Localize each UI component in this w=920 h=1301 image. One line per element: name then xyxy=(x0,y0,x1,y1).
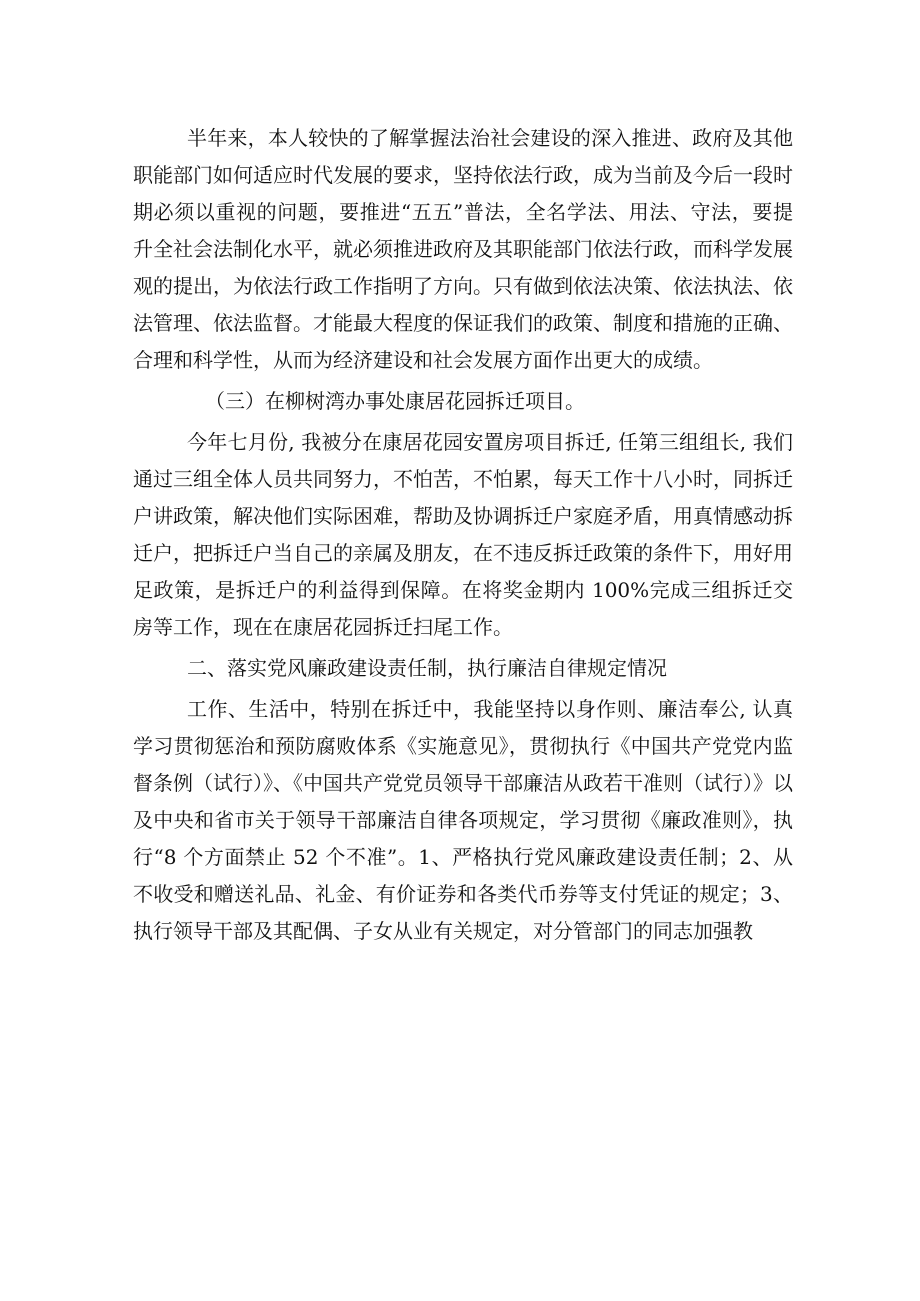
paragraph-integrity-practice: 工作、生活中，特别在拆迁中，我能坚持以身作则、廉洁奉公, 认真学习贯彻惩治和预防腐败体系《实施意见》，贯彻执行《中国共产党党内监督条例（试行）》、《中国共产党党员领导干部廉洁从政若干准则（试行）》以及中央和省市关于领导干部廉洁自律各项规定，学习贯彻《廉政准则》，执行“8 个方面禁止 52 个不准”。1、严格执行党风廉政建设责任制；2、从不收受和赠送礼品、礼金、有价证券和各类代币券等支付凭证的规定；3、执行领导干部及其配偶、子女从业有关规定，对分管部门的同志加强教 xyxy=(133,697,793,943)
section-heading-integrity: 二、落实党风廉政建设责任制，执行廉洁自律规定情况 xyxy=(187,656,667,680)
section-heading-relocation-project: （三）在柳树湾办事处康居花园拆迁项目。 xyxy=(205,389,585,413)
document-body xyxy=(133,120,793,950)
paragraph-rule-of-law: 半年来，本人较快的了解掌握法治社会建设的深入推进、政府及其他职能部门如何适应时代发展的要求，坚持依法行政，成为当前及今后一段时期必须以重视的问题，要推进“五五”普法，全名学法、用法、守法，要提升全社会法制化水平，就必须推进政府及其职能部门依法行政，而科学发展观的提出，为依法行政工作指明了方向。只有做到依法决策、依法执法、依法管理、依法监督。才能最大程度的保证我们的政策、制度和措施的正确、合理和科学性，从而为经济建设和社会发展方面作出更大的成绩。 xyxy=(133,126,793,372)
paragraph-relocation-work: 今年七月份, 我被分在康居花园安置房项目拆迁, 任第三组组长, 我们通过三组全体人员共同努力，不怕苦，不怕累，每天工作十八小时，同拆迁户讲政策，解决他们实际困难，帮助及协调拆迁户家庭矛盾，用真情感动拆迁户，把拆迁户当自己的亲属及朋友，在不违反拆迁政策的条件下，用好用足政策，是拆迁户的利益得到保障。在将奖金期内 100%完成三组拆迁交房等工作，现在在康居花园拆迁扫尾工作。 xyxy=(133,430,793,639)
